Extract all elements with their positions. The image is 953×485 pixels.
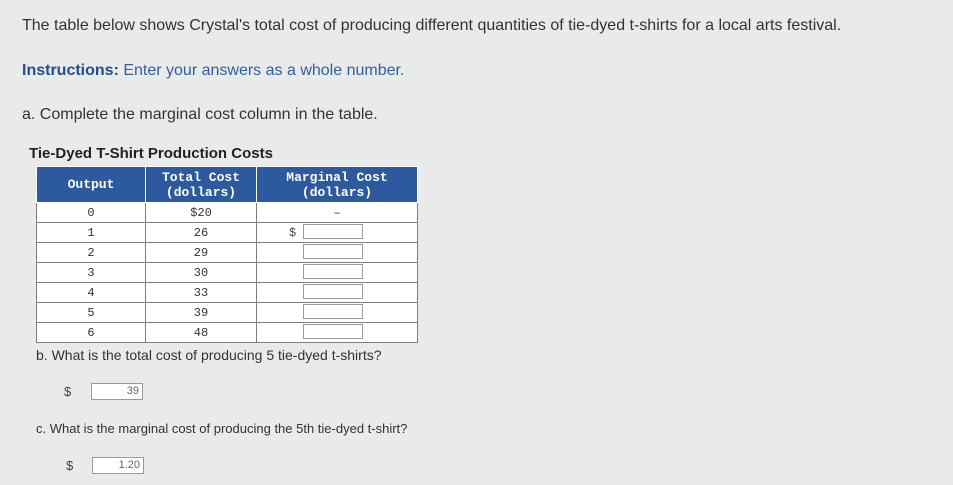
table-row <box>37 263 418 283</box>
total-cost-cell: 39 <box>146 303 257 323</box>
header-marginal-cost-unit: (dollars) <box>301 184 373 200</box>
marginal-cost-input-1[interactable] <box>303 224 363 239</box>
marginal-cost-input-3[interactable] <box>303 264 363 279</box>
table-header-row <box>37 167 418 203</box>
header-output <box>37 167 146 203</box>
output-cell: 5 <box>37 303 146 323</box>
marginal-cost-cell: – <box>257 203 418 223</box>
table-row <box>37 203 418 223</box>
output-cell: 2 <box>37 243 146 263</box>
marginal-cost-answer-input[interactable]: 1.20 <box>92 457 144 474</box>
table-title: Tie-Dyed T-Shirt Production Costs <box>29 145 273 162</box>
header-total-cost-label: Total Cost <box>161 169 240 185</box>
marginal-cost-input-2[interactable] <box>303 244 363 259</box>
instructions <box>22 62 404 80</box>
total-cost-answer-input[interactable]: 39 <box>91 383 143 400</box>
table-row <box>37 303 418 323</box>
question-a: a. Complete the marginal cost column in the table. <box>22 106 378 123</box>
total-cost-cell: 33 <box>146 283 257 303</box>
total-cost-cell: $20 <box>146 203 257 223</box>
marginal-cost-cell <box>257 323 418 343</box>
cost-table <box>36 166 418 343</box>
header-marginal-cost <box>257 167 418 203</box>
instructions-label: Instructions: <box>22 62 119 79</box>
marginal-cost-cell <box>257 263 418 283</box>
table-row <box>37 223 418 243</box>
marginal-cost-cell <box>257 303 418 323</box>
problem-intro: The table below shows Crystal's total cost of producing different quantities of tie-dyed t-shirts for a local arts festival. <box>22 17 842 34</box>
marginal-cost-input-5[interactable] <box>303 304 363 319</box>
marginal-cost-cell <box>257 243 418 263</box>
question-c: c. What is the marginal cost of producing the 5th tie-dyed t-shirt? <box>36 421 408 436</box>
marginal-cost-input-6[interactable] <box>303 324 363 339</box>
marginal-cost-cell <box>257 283 418 303</box>
output-cell: 3 <box>37 263 146 283</box>
table-row <box>37 283 418 303</box>
header-marginal-cost-label: Marginal Cost <box>286 169 388 185</box>
instructions-text: Enter your answers as a whole number. <box>123 62 405 79</box>
total-cost-cell: 26 <box>146 223 257 243</box>
output-cell: 6 <box>37 323 146 343</box>
currency-symbol: $ <box>64 384 72 399</box>
total-cost-cell: 48 <box>146 323 257 343</box>
currency-symbol: $ <box>66 458 74 473</box>
marginal-cost-cell <box>257 223 418 243</box>
header-output-label: Output <box>67 177 115 192</box>
total-cost-cell: 30 <box>146 263 257 283</box>
output-cell: 1 <box>37 223 146 243</box>
output-cell: 4 <box>37 283 146 303</box>
table-row <box>37 323 418 343</box>
header-total-cost-unit: (dollars) <box>165 184 237 200</box>
header-total-cost <box>146 167 257 203</box>
output-cell: 0 <box>37 203 146 223</box>
table-row <box>37 243 418 263</box>
currency-symbol: $ <box>289 226 297 240</box>
total-cost-cell: 29 <box>146 243 257 263</box>
question-b: b. What is the total cost of producing 5 tie-dyed t-shirts? <box>36 347 382 363</box>
marginal-cost-input-4[interactable] <box>303 284 363 299</box>
